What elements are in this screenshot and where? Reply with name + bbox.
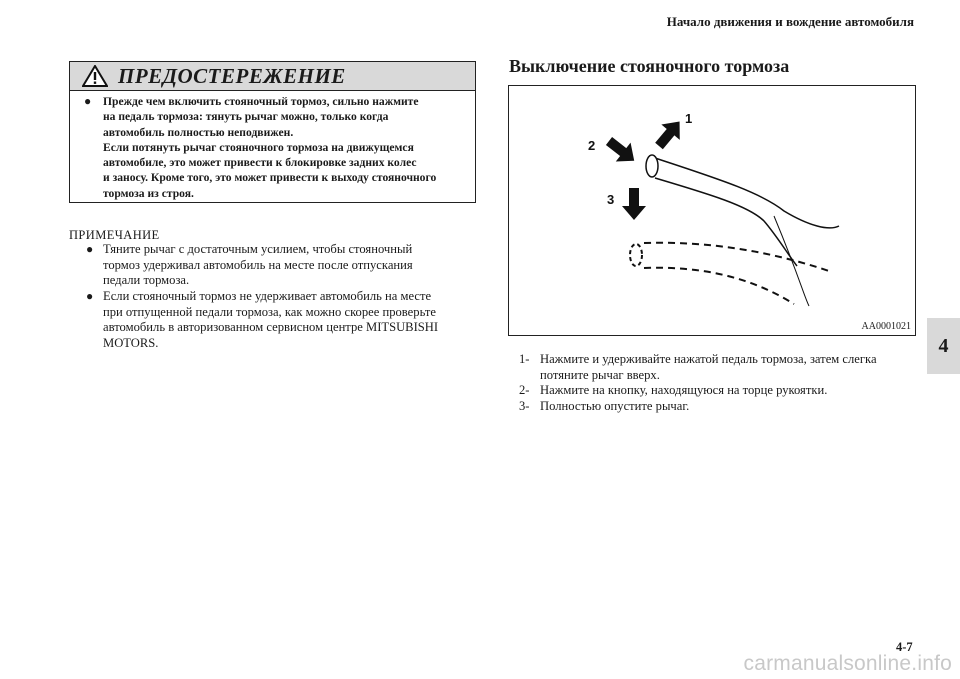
note-line: при отпущенной педали тормоза, как можно скорее проверьте	[103, 304, 436, 319]
note-line: тормоз удерживал автомобиль на месте после отпускания	[103, 257, 413, 272]
step-number: 1-	[519, 352, 530, 366]
warning-line: автомобиле, это может привести к блокировке задних колес	[103, 156, 417, 170]
warning-line: Прежде чем включить стояночный тормоз, сильно нажмите	[103, 95, 419, 108]
bullet-icon: ●	[86, 289, 94, 303]
note-line: педали тормоза.	[103, 273, 190, 288]
figure-code: AA0001021	[861, 321, 911, 332]
warning-box	[69, 61, 476, 203]
step-3	[519, 399, 919, 415]
running-header: Начало движения и вождение автомобиля	[666, 14, 914, 29]
warning-line: тормоза из строя.	[103, 186, 194, 200]
note-item-1	[86, 242, 483, 289]
callout-3: 3	[607, 192, 615, 207]
lowered-lever-lower	[644, 268, 794, 304]
arrow-push-icon	[602, 132, 642, 171]
step-number: 3-	[519, 399, 530, 413]
step-2	[519, 383, 919, 399]
page-number: 4-7	[896, 640, 913, 654]
warning-text	[70, 91, 475, 201]
note-line: MOTORS.	[103, 335, 159, 350]
lever-lower-edge	[655, 178, 797, 266]
warning-triangle-icon	[82, 65, 108, 87]
note-item-2	[86, 289, 483, 351]
warning-line: и заносу. Кроме того, это может привести к выходу стояночного	[103, 171, 437, 185]
note-label: ПРИМЕЧАНИЕ	[69, 228, 160, 242]
callout-2: 2	[588, 138, 596, 153]
note-line: автомобиль в авторизованном сервисном центре MITSUBISHI	[103, 320, 439, 335]
arrow-up-icon	[650, 114, 689, 154]
watermark: carmanualsonline.info	[743, 652, 952, 675]
parking-brake-figure	[508, 85, 916, 336]
section-title: Выключение стояночного тормоза	[509, 56, 790, 76]
warning-line: на педаль тормоза: тянуть рычаг можно, только когда	[103, 110, 389, 124]
step-line: потяните рычаг вверх.	[540, 367, 660, 382]
warning-title: ПРЕДОСТЕРЕЖЕНИЕ	[118, 63, 346, 88]
boot-line	[774, 216, 809, 306]
chapter-tab: 4	[927, 318, 960, 374]
step-line: Полностью опустите рычаг.	[540, 399, 690, 413]
lowered-lever-button	[630, 244, 642, 266]
warning-line: автомобиль полностью неподвижен.	[103, 125, 294, 139]
step-number: 2-	[519, 383, 530, 397]
note-line: Тяните рычаг с достаточным усилием, чтобы стояночный	[103, 242, 413, 256]
step-1	[519, 352, 919, 383]
step-line: Нажмите на кнопку, находящуюся на торце рукоятки.	[540, 383, 828, 397]
bullet-icon: ●	[84, 94, 92, 108]
warning-header	[70, 62, 475, 91]
lever-button	[646, 155, 658, 177]
lowered-lever-upper	[644, 243, 829, 271]
bullet-icon: ●	[86, 242, 94, 256]
callout-1: 1	[685, 111, 693, 126]
step-line: Нажмите и удерживайте нажатой педаль тормоза, затем слегка	[540, 352, 877, 366]
brake-lever-illustration	[509, 86, 917, 337]
arrow-down-icon	[622, 188, 646, 220]
note-line: Если стояночный тормоз не удерживает автомобиль на месте	[103, 289, 432, 303]
lever-upper-edge	[649, 156, 839, 228]
warning-line: Если потянуть рычаг стояночного тормоза на движущемся	[103, 140, 414, 154]
